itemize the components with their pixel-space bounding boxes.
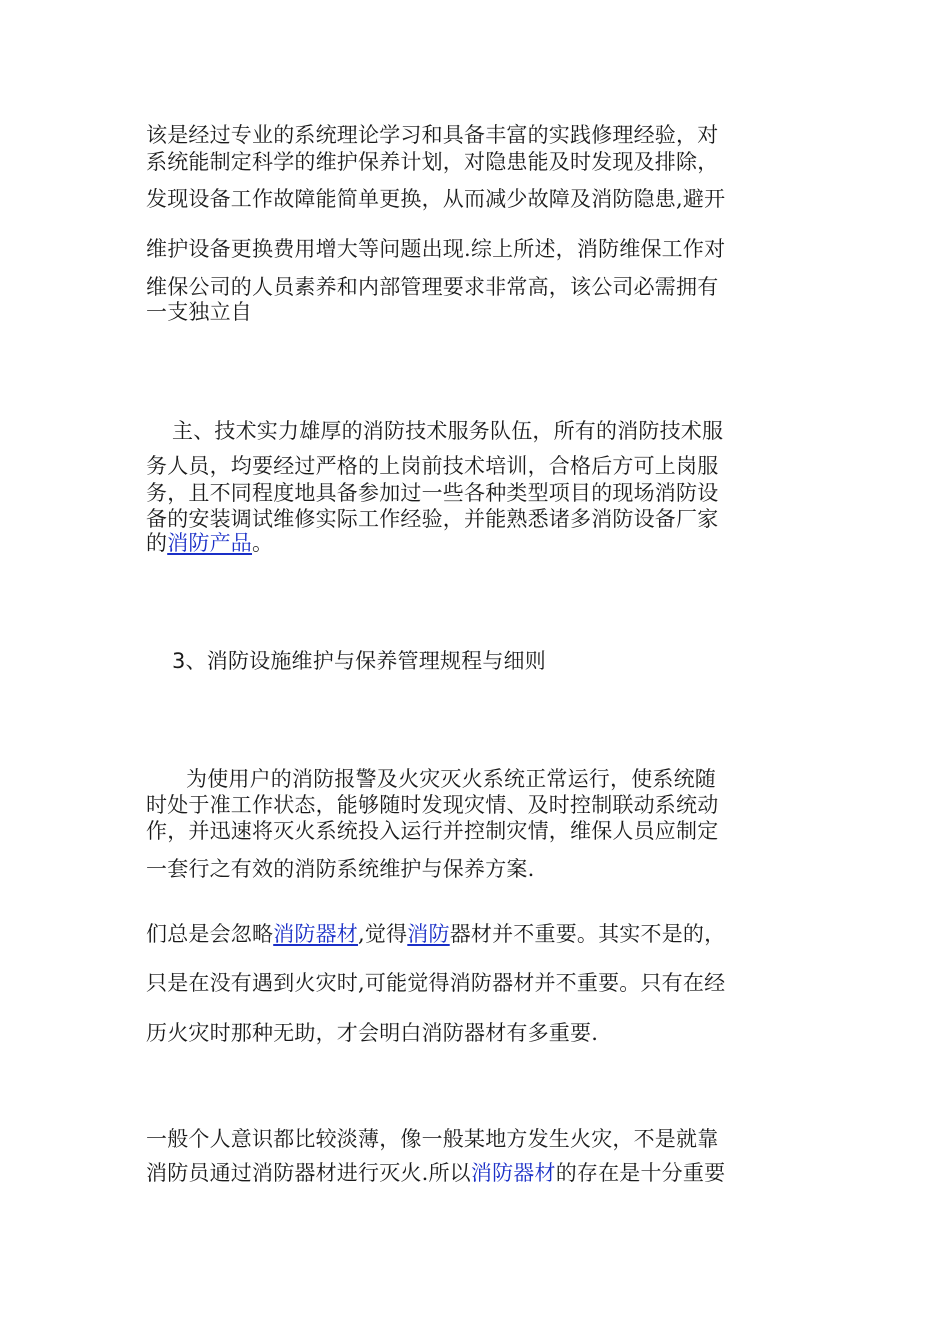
paragraph-1-line-3: 发现设备工作故障能简单更换，从而减少故障及消防隐患,避开: [146, 187, 726, 211]
paragraph-1-line-1: 该是经过专业的系统理论学习和具备丰富的实践修理经验，对: [146, 123, 719, 147]
paragraph-1-line-4: 维护设备更换费用增大等问题出现.综上所述，消防维保工作对: [146, 237, 726, 261]
paragraph-3-line-3: 作，并迅速将灭火系统投入运行并控制灾情，维保人员应制定: [146, 819, 719, 843]
paragraph-4-line-1-middle: ,觉得: [358, 922, 408, 946]
paragraph-2-line-4: 备的安装调试维修实际工作经验，并能熟悉诸多消防设备厂家: [146, 507, 719, 531]
paragraph-5-line-2-suffix: 的存在是十分重要: [555, 1161, 726, 1185]
paragraph-1-line-2: 系统能制定科学的维护保养计划，对隐患能及时发现及排除，: [146, 150, 719, 174]
paragraph-2-line-3: 务，且不同程度地具备参加过一些各种类型项目的现场消防设: [146, 481, 719, 505]
paragraph-4-line-2: 只是在没有遇到火灾时,可能觉得消防器材并不重要。只有在经: [146, 971, 726, 995]
paragraph-5-line-2: [146, 1160, 725, 1186]
paragraph-3-line-1: 为使用户的消防报警及火灾灭火系统正常运行，使系统随: [186, 767, 716, 791]
paragraph-3-line-2: 时处于准工作状态，能够随时发现灾情、及时控制联动系统动: [146, 793, 719, 817]
paragraph-3-line-4: 一套行之有效的消防系统维护与保养方案.: [146, 857, 535, 881]
fire-products-link[interactable]: 消防产品: [167, 531, 253, 555]
paragraph-2-line-5: [146, 530, 273, 556]
paragraph-2-line-5-prefix: 的: [146, 531, 168, 555]
fire-equipment-link[interactable]: 消防器材: [273, 922, 359, 946]
paragraph-2-line-1: 主、技术实力雄厚的消防技术服务队伍，所有的消防技术服: [172, 419, 724, 443]
paragraph-5-line-2-prefix: 消防员通过消防器材进行灭火.所以: [146, 1161, 471, 1185]
paragraph-5-line-1: 一般个人意识都比较淡薄，像一般某地方发生火灾，不是就靠: [146, 1127, 719, 1151]
paragraph-2-line-5-suffix: 。: [252, 531, 274, 555]
paragraph-1-line-5: 维保公司的人员素养和内部管理要求非常高，该公司必需拥有: [146, 275, 719, 299]
paragraph-1-line-6: 一支独立自: [146, 300, 252, 324]
paragraph-4-line-1-prefix: 们总是会忽略: [146, 922, 274, 946]
fire-link[interactable]: 消防: [407, 922, 450, 946]
paragraph-4-line-1: [146, 921, 725, 947]
paragraph-2-line-2: 务人员，均要经过严格的上岗前技术培训，合格后方可上岗服: [146, 454, 719, 478]
fire-equipment-link-2[interactable]: 消防器材: [470, 1161, 556, 1185]
section-heading: 3、消防设施维护与保养管理规程与细则: [172, 649, 546, 673]
paragraph-4-line-1-suffix: 器材并不重要。其实不是的，: [449, 922, 726, 946]
paragraph-4-line-3: 历火灾时那种无助，才会明白消防器材有多重要.: [146, 1021, 599, 1045]
